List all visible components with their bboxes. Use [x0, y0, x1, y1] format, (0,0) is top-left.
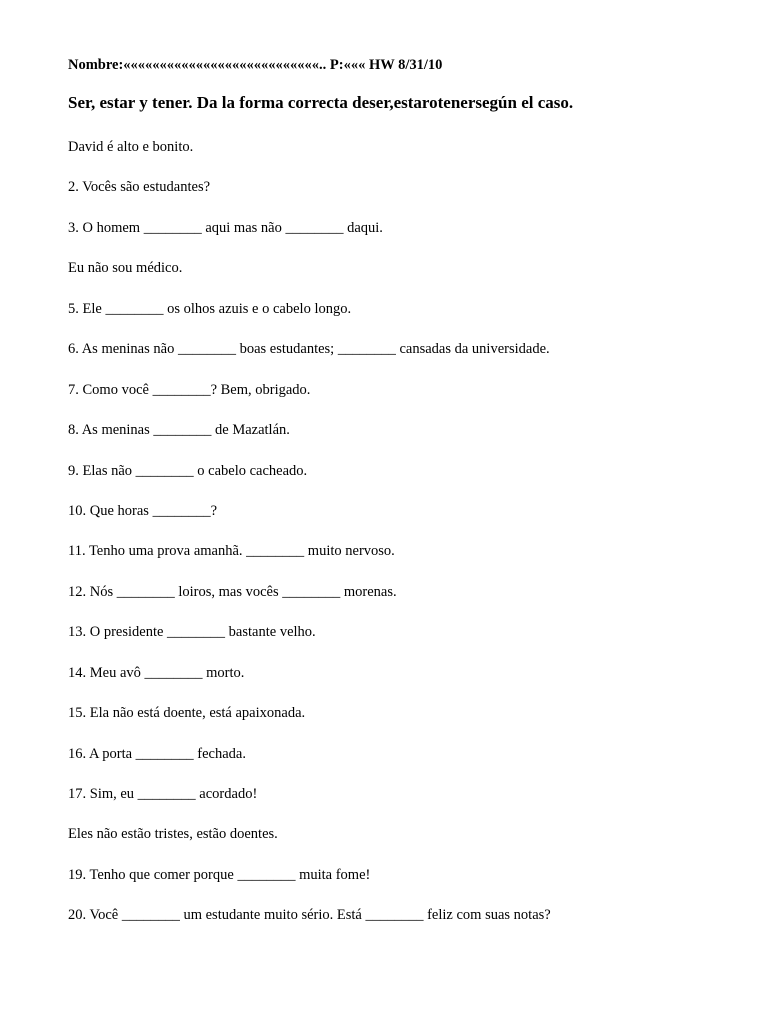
exercise-item: 16. A porta ________ fechada.	[68, 745, 246, 762]
exercise-item: 5. Ele ________ os olhos azuis e o cabelo longo.	[68, 300, 352, 317]
exercise-item: 10. Que horas ________?	[68, 502, 218, 519]
exercise-item: Eu não sou médico.	[68, 260, 183, 277]
exercise-item: 11. Tenho uma prova amanhã. ________ muito nervoso.	[68, 543, 395, 560]
exercise-item: 2. Vocês são estudantes?	[68, 179, 211, 196]
exercise-item: 15. Ela não está doente, está apaixonada.	[68, 705, 306, 722]
exercise-item: 6. As meninas não ________ boas estudantes; ________ cansadas da universidade.	[68, 341, 550, 358]
exercise-item: 8. As meninas ________ de Mazatlán.	[68, 422, 290, 439]
exercise-item: 9. Elas não ________ o cabelo cacheado.	[68, 462, 308, 479]
exercise-item: 3. O homem ________ aqui mas não ________ daqui.	[68, 219, 383, 236]
name-period-date-line: Nombre:«««««««««««««««««««««««««««.. P:««« HW 8/31/10	[68, 57, 443, 73]
exercise-item: 19. Tenho que comer porque ________ muita fome!	[68, 866, 371, 883]
exercise-item: 17. Sim, eu ________ acordado!	[68, 786, 258, 802]
exercise-item: 7. Como você ________? Bem, obrigado.	[68, 381, 311, 398]
exercise-item: 20. Você ________ um estudante muito sério. Está ________ feliz com suas notas?	[68, 907, 551, 924]
exercise-item: David é alto e bonito.	[68, 139, 194, 155]
exercise-item: 14. Meu avô ________ morto.	[68, 664, 245, 681]
exercise-list	[68, 137, 551, 946]
exercise-item: 13. O presidente ________ bastante velho.	[68, 624, 316, 641]
exercise-item: Eles não estão tristes, estão doentes.	[68, 826, 278, 843]
exercise-item: 12. Nós ________ loiros, mas vocês ________ morenas.	[68, 583, 397, 600]
instructions-heading: Ser, estar y tener. Da la forma correcta deser,estarotenersegún el caso.	[68, 93, 574, 112]
